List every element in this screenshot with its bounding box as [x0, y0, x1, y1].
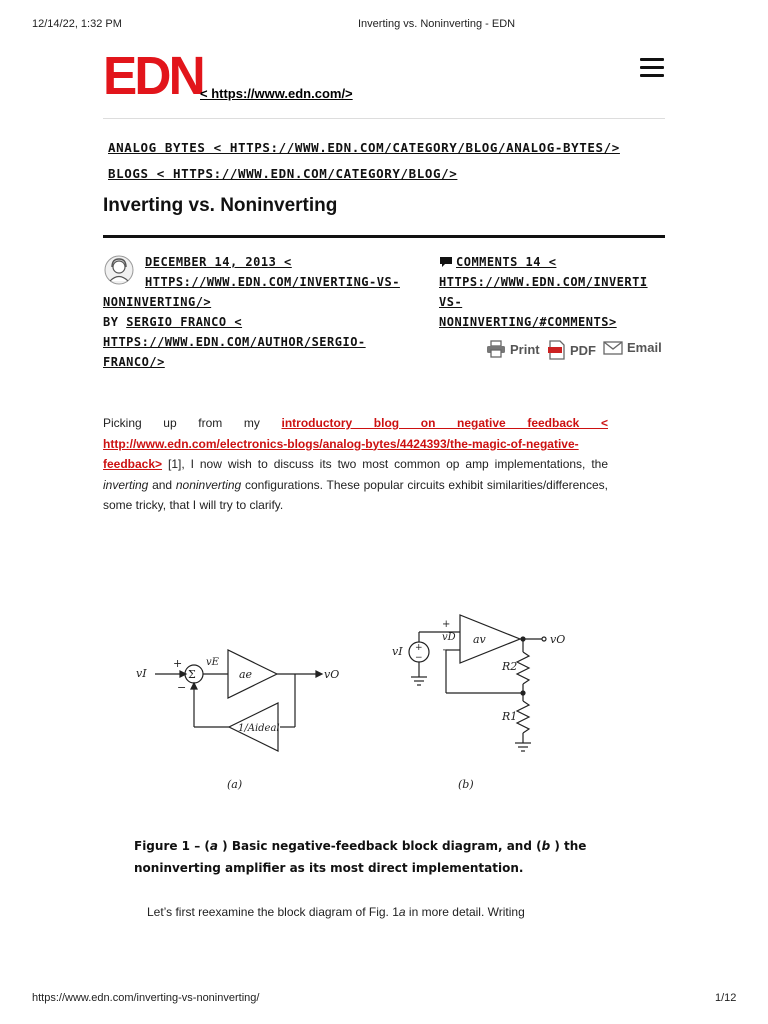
date-link[interactable]: DECEMBER 14, 2013 < [145, 255, 292, 269]
summing-junction-symbol: Σ [188, 668, 196, 681]
minus-a: − [177, 681, 187, 694]
date-url-line-end[interactable]: NONINVERTING/> [103, 295, 212, 309]
comments-url-line-end[interactable]: NONINVERTING/#COMMENTS> [439, 315, 617, 329]
figure-caption: Figure 1 – (a ) Basic negative-feedback block diagram, and (b ) the noninverting amplifier as its most direct implementation. [134, 839, 587, 875]
print-page-number: 1/12 [715, 992, 737, 1004]
printer-icon [486, 340, 506, 358]
resistor-r2 [517, 652, 529, 684]
plus-opamp: + [442, 619, 451, 630]
envelope-icon [603, 341, 623, 355]
noninverting-amp-b [392, 615, 565, 791]
pdf-button[interactable]: PDF [548, 340, 596, 360]
title-divider [103, 235, 665, 238]
figure-1-diagram [130, 605, 570, 805]
edn-logo[interactable]: EDN [103, 46, 203, 106]
label-r1: R1 [502, 710, 518, 723]
comment-icon [439, 256, 453, 268]
email-button[interactable]: Email [603, 340, 662, 355]
category-analog-bytes[interactable]: ANALOG BYTES < HTTPS://WWW.EDN.COM/CATEGORY/BLOG/ANALOG-BYTES/> [108, 140, 620, 155]
print-button[interactable]: Print [486, 340, 540, 358]
hamburger-icon[interactable] [640, 58, 664, 78]
label-av: av [473, 633, 486, 646]
date-url-line[interactable]: HTTPS://WWW.EDN.COM/INVERTING-VS- [145, 275, 400, 289]
print-datetime: 12/14/22, 1:32 PM [32, 18, 122, 30]
label-vo-a: vO [324, 668, 340, 681]
author-url-line-end[interactable]: FRANCO/> [103, 355, 165, 369]
comments-url-line-2[interactable]: VS- [439, 295, 463, 309]
minus-opamp: − [442, 645, 451, 656]
block-diagram-a [136, 650, 339, 791]
by-label: BY [103, 315, 119, 329]
op-amp-symbol [460, 615, 520, 663]
intro-blog-link[interactable]: introductory blog on negative feedback < http://www.edn.com/electronics-blogs/analog-bytes/4424393/the-magic-of-negative-feedback> [103, 416, 608, 471]
minus-source: − [415, 653, 423, 663]
author-link[interactable]: SERGIO FRANCO < [126, 315, 243, 329]
label-subfigure-b: (b) [458, 778, 474, 791]
author-avatar-icon [104, 255, 134, 285]
header-divider [103, 118, 665, 119]
article-title: Inverting vs. Noninverting [103, 195, 338, 216]
label-feedback-factor: 1/Aideal [238, 723, 280, 734]
category-blogs[interactable]: BLOGS < HTTPS://WWW.EDN.COM/CATEGORY/BLOG/> [108, 166, 458, 181]
label-vi-a: vI [136, 667, 147, 680]
author-line[interactable] [103, 312, 242, 332]
label-subfigure-a: (a) [227, 778, 243, 791]
plus-a: + [173, 657, 183, 670]
label-ve: vE [206, 657, 219, 668]
pdf-icon [548, 340, 566, 360]
label-ae: ae [239, 668, 253, 681]
home-link[interactable]: < https://www.edn.com/> [200, 86, 353, 101]
label-vi-b: vI [392, 645, 403, 658]
print-doc-title: Inverting vs. Noninverting - EDN [358, 18, 516, 30]
label-vd: vD [442, 632, 456, 643]
label-vo-b: vO [550, 633, 566, 646]
second-paragraph: Let’s first reexamine the block diagram of Fig. 1a in more detail. Writing [147, 905, 525, 919]
comments-url-line[interactable]: HTTPS://WWW.EDN.COM/INVERTI [439, 275, 648, 289]
forward-gain-block [228, 650, 277, 698]
plus-source: + [415, 643, 423, 653]
resistor-r1 [517, 701, 529, 733]
author-url-line[interactable]: HTTPS://WWW.EDN.COM/AUTHOR/SERGIO- [103, 335, 366, 349]
comments-link[interactable]: COMMENTS 14 < [456, 255, 557, 269]
label-r2: R2 [502, 660, 518, 673]
intro-paragraph: Picking up from my introductory blog on negative feedback < http://www.edn.com/electronics-blogs/analog-bytes/4424393/the-magic-of-negative-feedback> [1], I now wish to discuss its two most common op amp implementations, the inverting and noninverting configurations. These popular circuits exhibit similarities/differences, some tricky, that I will try to clarify. [103, 416, 608, 512]
print-footer-url: https://www.edn.com/inverting-vs-noninverting/ [32, 992, 260, 1004]
